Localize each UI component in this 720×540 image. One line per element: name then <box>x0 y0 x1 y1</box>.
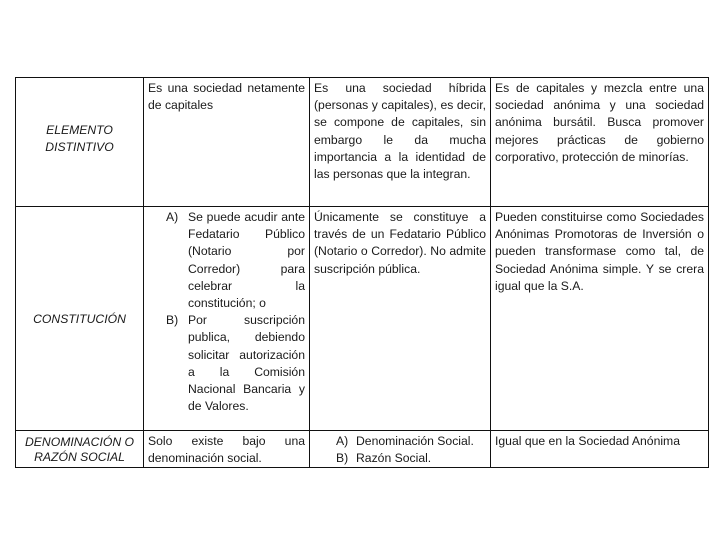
constitution-list <box>148 209 305 415</box>
list-marker: B) <box>336 451 349 466</box>
row-label: DENOMINACIÓN O RAZÓN SOCIAL <box>16 431 144 468</box>
list-item <box>166 209 305 312</box>
table-cell <box>144 207 310 431</box>
list-marker: B) <box>166 313 179 328</box>
table-row <box>16 78 709 207</box>
table-cell: Solo existe bajo una denominación social. <box>144 431 310 468</box>
list-item <box>336 433 486 450</box>
list-item-text: Se puede acudir ante Fedatario Público (Notario por Corredor) para celebrar la constitución; o <box>188 210 305 311</box>
table-cell: Únicamente se constituye a través de un Fedatario Público (Notario o Corredor). No admite suscripción pública. <box>310 207 491 431</box>
table-row <box>16 207 709 431</box>
comparison-table <box>15 77 709 468</box>
table-row <box>16 431 709 468</box>
table-cell <box>310 431 491 468</box>
row-label: CONSTITUCIÓN <box>16 207 144 431</box>
list-marker: A) <box>336 434 349 448</box>
table-cell: Es una sociedad netamente de capitales <box>144 78 310 207</box>
table-cell: Igual que en la Sociedad Anónima <box>491 431 709 468</box>
list-item-text: Por suscripción publica, debiendo solicitar autorización a la Comisión Nacional Bancaria y de Valores. <box>188 313 305 414</box>
list-item-text: Denominación Social. <box>356 434 474 448</box>
list-item <box>336 450 486 467</box>
list-marker: A) <box>166 210 179 224</box>
row-label: ELEMENTO DISTINTIVO <box>16 78 144 207</box>
table-cell: Pueden constituirse como Sociedades Anónimas Promotoras de Inversión o pueden transformase como tal, de Sociedad Anónima simple. Y se crera igual que la S.A. <box>491 207 709 431</box>
list-item <box>166 312 305 415</box>
table-cell: Es de capitales y mezcla entre una sociedad anónima y una sociedad anónima bursátil. Busca promover mejores prácticas de gobierno corporativo, protección de minorías. <box>491 78 709 207</box>
name-type-list <box>314 433 486 467</box>
table-cell: Es una sociedad híbrida (personas y capitales), es decir, se compone de capitales, sin embargo le da mucha importancia a la identidad de las personas que la integran. <box>310 78 491 207</box>
list-item-text: Razón Social. <box>356 451 432 466</box>
